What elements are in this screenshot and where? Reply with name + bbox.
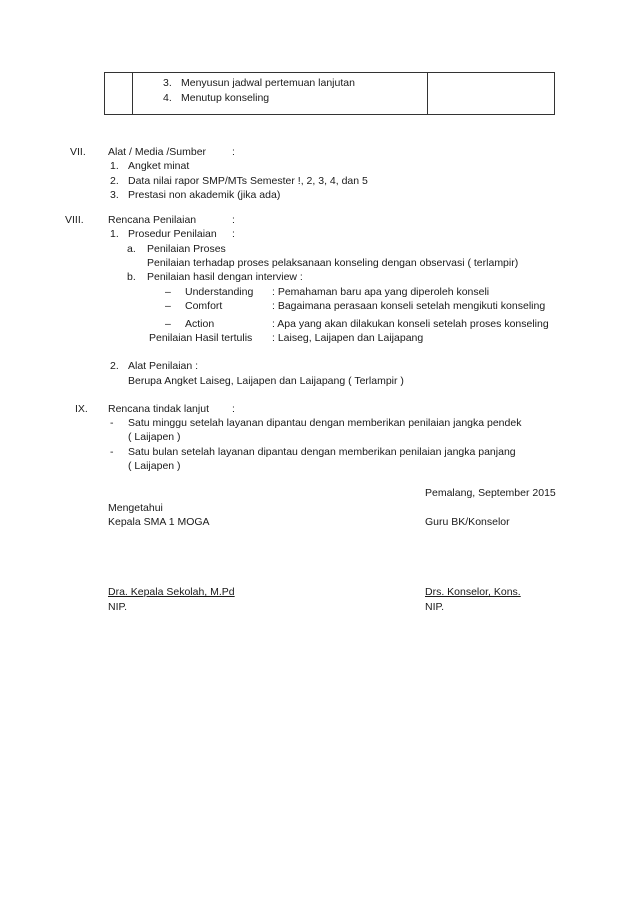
follow-up-text: ( Laijapen )	[128, 460, 181, 472]
table-item-num: 3.	[163, 77, 172, 89]
principal-name: Dra. Kepala Sekolah, M.Pd	[108, 586, 235, 598]
section-colon: :	[232, 403, 235, 415]
follow-up-text: ( Laijapen )	[128, 431, 181, 443]
criteria-label: Understanding	[185, 286, 254, 298]
section-number: IX.	[75, 403, 88, 415]
sub-item-desc: Penilaian terhadap proses pelaksanaan konseling dengan observasi ( terlampir)	[147, 257, 519, 269]
sub-item-title: Penilaian Proses	[147, 243, 226, 255]
table-item-text: Menyusun jadwal pertemuan lanjutan	[181, 77, 355, 89]
dash-bullet: –	[165, 286, 171, 298]
list-item-num: 1.	[110, 160, 119, 172]
list-item-num: 1.	[110, 228, 119, 240]
list-item-text: Prosedur Penilaian	[128, 228, 217, 240]
section-colon: :	[232, 214, 235, 226]
counselor-nip: NIP.	[425, 601, 445, 613]
list-item-num: 2.	[110, 360, 119, 372]
section-title: Rencana tindak lanjut	[108, 403, 209, 415]
list-item-num: 3.	[110, 189, 119, 201]
table-item-text: Menutup konseling	[181, 92, 270, 104]
list-item-text: Prestasi non akademik (jika ada)	[128, 189, 281, 201]
place-date: Pemalang, September 2015	[425, 487, 556, 499]
sub-item-letter: b.	[127, 271, 136, 283]
table-col-divider	[132, 73, 133, 114]
table-item-num: 4.	[163, 92, 172, 104]
dash-bullet: –	[165, 300, 171, 312]
section-colon: :	[232, 228, 235, 240]
dash-bullet: -	[110, 446, 114, 458]
follow-up-text: Satu bulan setelah layanan dipantau dengan memberikan penilaian jangka panjang	[128, 446, 516, 458]
sub-item-title: Penilaian hasil dengan interview :	[147, 271, 303, 283]
criteria-label: Action	[185, 318, 215, 330]
section-title: Alat / Media /Sumber	[108, 146, 207, 158]
follow-up-text: Satu minggu setelah layanan dipantau dengan memberikan penilaian jangka pendek	[128, 417, 522, 429]
mengetahui-label: Mengetahui	[108, 502, 163, 514]
list-item-text: Alat Penilaian :	[128, 360, 199, 372]
criteria-value: : Bagaimana perasaan konseli setelah mengikuti konseling	[272, 300, 546, 312]
table-col-divider	[427, 73, 428, 114]
criteria-label: Comfort	[185, 300, 223, 312]
list-item-desc: Berupa Angket Laiseg, Laijapen dan Laijapang ( Terlampir )	[128, 375, 404, 387]
list-item-num: 2.	[110, 175, 119, 187]
principal-nip: NIP.	[108, 601, 128, 613]
sub-item-letter: a.	[127, 243, 136, 255]
principal-role: Kepala SMA 1 MOGA	[108, 516, 210, 528]
section-number: VIII.	[65, 214, 84, 226]
criteria-value: : Laiseg, Laijapen dan Laijapang	[272, 332, 424, 344]
counselor-name: Drs. Konselor, Kons.	[425, 586, 521, 598]
list-item-text: Data nilai rapor SMP/MTs Semester !, 2, 3, 4, dan 5	[128, 175, 368, 187]
dash-bullet: –	[165, 318, 171, 330]
criteria-label: Penilaian Hasil tertulis	[149, 332, 253, 344]
list-item-text: Angket minat	[128, 160, 190, 172]
section-colon: :	[232, 146, 235, 158]
section-title: Rencana Penilaian	[108, 214, 197, 226]
criteria-value: : Apa yang akan dilakukan konseli setelah proses konseling	[272, 318, 549, 330]
criteria-value: : Pemahaman baru apa yang diperoleh konseli	[272, 286, 490, 298]
dash-bullet: -	[110, 417, 114, 429]
section-number: VII.	[70, 146, 86, 158]
counselor-role: Guru BK/Konselor	[425, 516, 510, 528]
